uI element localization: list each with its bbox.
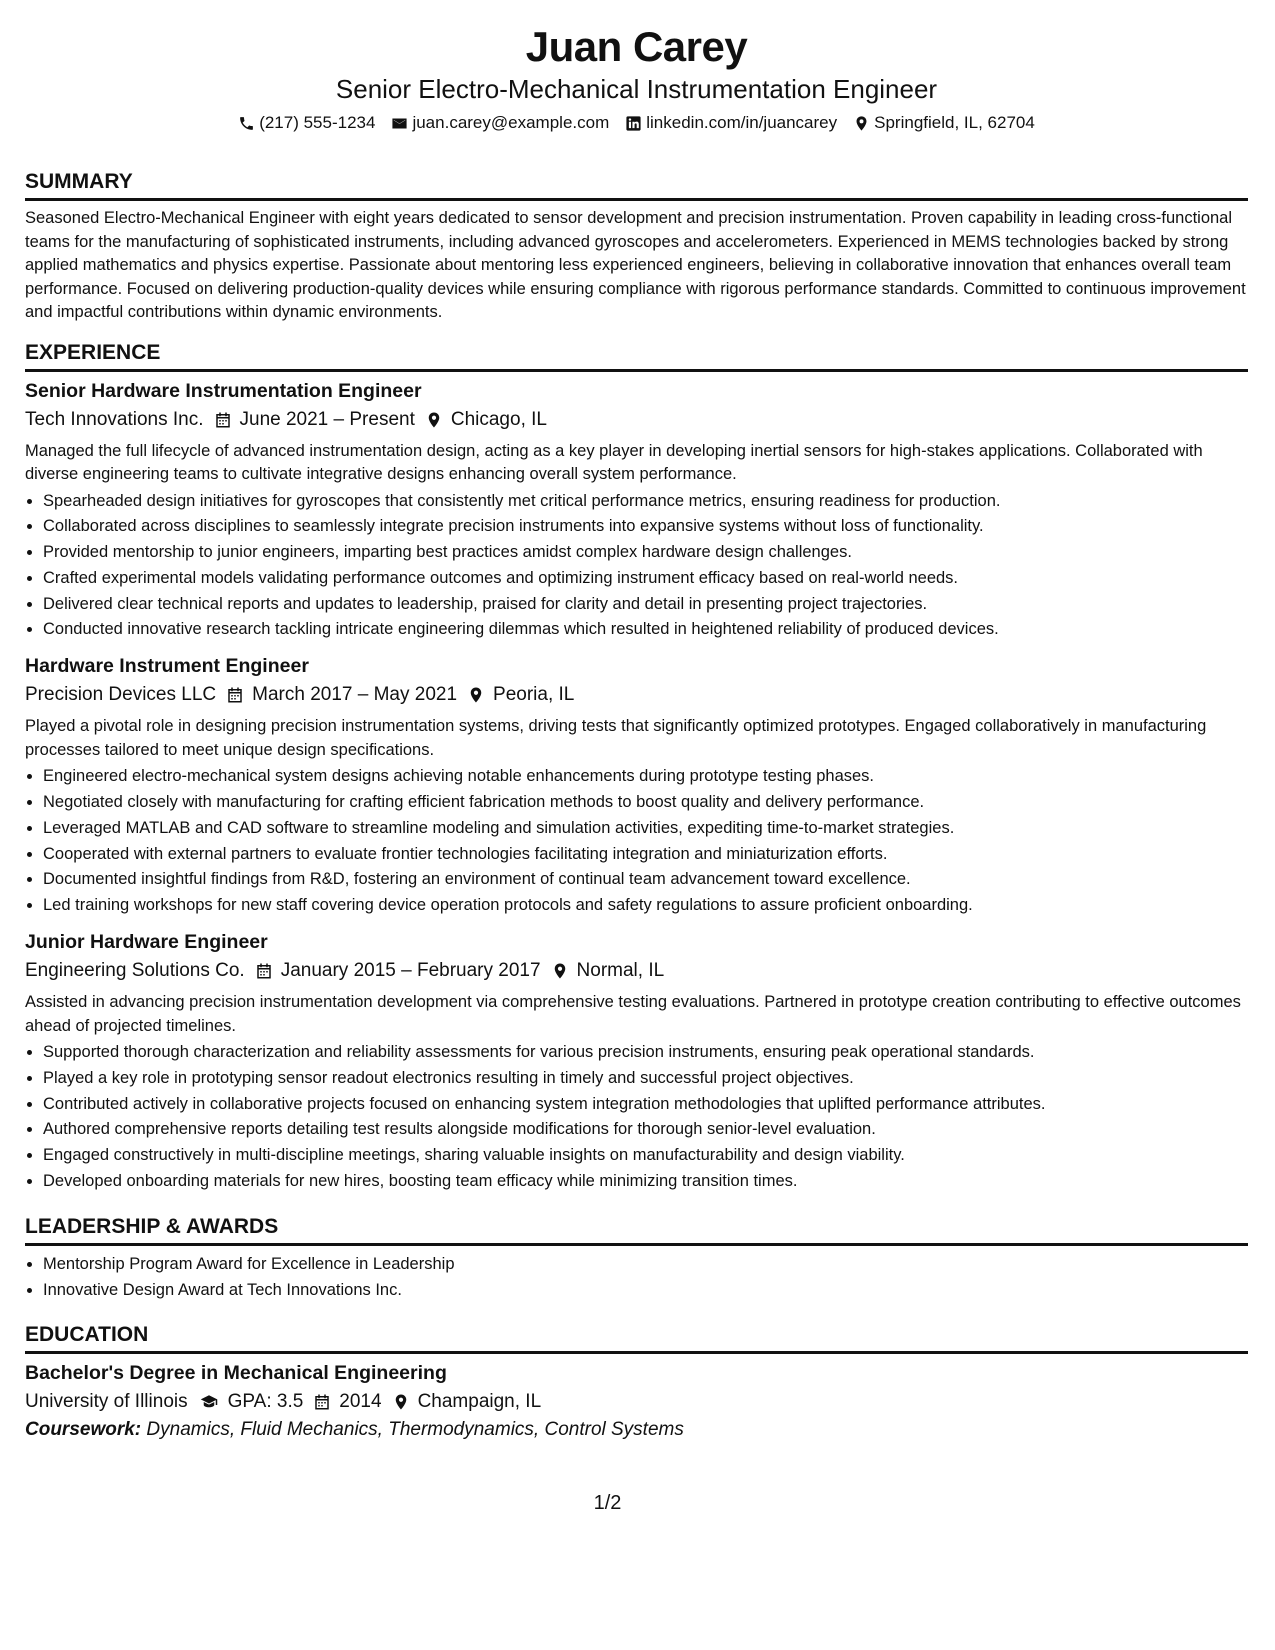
- contact-phone: [238, 110, 375, 136]
- map-pin-icon: [425, 411, 443, 429]
- calendar-icon: [226, 686, 244, 704]
- contact-location: [853, 110, 1035, 136]
- section-title-awards: LEADERSHIP & AWARDS: [25, 1213, 1248, 1246]
- job-dates: [226, 681, 457, 709]
- page-number: 1/2: [593, 1492, 622, 1514]
- map-pin-icon: [551, 962, 569, 980]
- section-title-summary: SUMMARY: [25, 168, 1248, 201]
- list-item: • Played a key role in prototyping sensor readout electronics resulting in timely and successful project objectives.: [43, 1066, 1248, 1092]
- education-location: [392, 1388, 542, 1416]
- education-meta: [25, 1388, 1248, 1416]
- calendar-icon: [214, 411, 232, 429]
- company-name: Precision Devices LLC: [25, 684, 217, 706]
- job-title: Junior Hardware Engineer: [25, 931, 268, 954]
- contact-email[interactable]: [391, 110, 609, 136]
- job-location-text: Chicago, IL: [450, 408, 547, 430]
- map-pin-icon: [467, 686, 485, 704]
- education-location-text: Champaign, IL: [417, 1391, 542, 1413]
- list-item: • Engaged constructively in multi-discipline meetings, sharing valuable insights on manufacturability and design viability.: [43, 1143, 1248, 1169]
- awards-section: [25, 1213, 1248, 1304]
- job-description: Played a pivotal role in designing precision instrumentation systems, driving tests that significantly optimized prototypes. Engaged collaboratively in manufacturing processes tailored to meet unique design specifications.: [25, 717, 1207, 759]
- job-dates: [214, 406, 415, 434]
- job-location-text: Normal, IL: [576, 960, 665, 982]
- job-location: [467, 681, 574, 709]
- job-entry: [25, 378, 1248, 644]
- job-description: Managed the full lifecycle of advanced instrumentation design, acting as a key player in developing inertial sensors for high-stakes applications. Collaborated with diverse engineering teams to cultivate integrative designs enhancing overall system performance.: [25, 441, 1203, 483]
- school-name: University of Illinois: [25, 1391, 188, 1413]
- awards-list: [25, 1252, 1248, 1304]
- job-title: Hardware Instrument Engineer: [25, 655, 309, 678]
- list-item: • Led training workshops for new staff covering device operation protocols and safety regulations to assure proficient onboarding.: [43, 893, 1248, 919]
- list-item: • Supported thorough characterization and reliability assessments for various precision instruments, ensuring peak operational standards.: [43, 1040, 1248, 1066]
- candidate-role: Senior Electro-Mechanical Instrumentation Engineer: [335, 74, 938, 104]
- list-item: • Crafted experimental models validating performance outcomes and optimizing instrument efficacy based on real-world needs.: [43, 566, 1248, 592]
- job-meta: [25, 681, 1248, 709]
- contact-linkedin[interactable]: [625, 110, 837, 136]
- job-description: Assisted in advancing precision instrumentation development via comprehensive testing evaluations. Partnered in prototype creation contributing to effective outcomes ahead of projected timelines.: [25, 993, 1241, 1035]
- list-item: • Developed onboarding materials for new hires, boosting team efficacy while minimizing transition times.: [43, 1169, 1248, 1195]
- job-dates-text: January 2015 – February 2017: [280, 960, 541, 982]
- coursework-label: Coursework:: [25, 1419, 142, 1441]
- gpa-text: GPA: 3.5: [227, 1391, 304, 1413]
- job-title: Senior Hardware Instrumentation Engineer: [25, 379, 422, 402]
- coursework-text: Dynamics, Fluid Mechanics, Thermodynamics, Control Systems: [146, 1419, 684, 1441]
- section-title-experience: EXPERIENCE: [25, 339, 1248, 372]
- list-item: • Collaborated across disciplines to seamlessly integrate precision instruments into expansive systems without loss of functionality.: [43, 514, 1248, 540]
- job-dates-text: March 2017 – May 2021: [252, 684, 458, 706]
- job-bullets: [25, 489, 1248, 644]
- list-item: • Provided mentorship to junior engineers, imparting best practices amidst complex hardware design challenges.: [43, 540, 1248, 566]
- calendar-icon: [313, 1393, 331, 1411]
- education-year: [313, 1388, 381, 1416]
- job-entry: [25, 929, 1248, 1195]
- list-item: • Contributed actively in collaborative projects focused on enhancing system integration methodologies that uplifted performance attributes.: [43, 1092, 1248, 1118]
- resume-page: [25, 22, 1248, 1444]
- section-title-education: EDUCATION: [25, 1321, 1248, 1354]
- year-text: 2014: [339, 1391, 382, 1413]
- linkedin-text[interactable]: linkedin.com/in/juancarey: [646, 113, 838, 132]
- list-item: • Authored comprehensive reports detailing test results alongside modifications for thorough senior-level evaluation.: [43, 1117, 1248, 1143]
- list-item: • Delivered clear technical reports and updates to leadership, praised for clarity and detail in presenting project trajectories.: [43, 592, 1248, 618]
- list-item: • Documented insightful findings from R&D, fostering an environment of continual team advancement toward excellence.: [43, 867, 1248, 893]
- list-item: • Conducted innovative research tackling intricate engineering dilemmas which resulted in heightened reliability of produced devices.: [43, 617, 1248, 643]
- job-dates: [255, 957, 541, 985]
- experience-section: [25, 339, 1248, 1195]
- envelope-icon: [391, 115, 408, 132]
- list-item: • Cooperated with external partners to evaluate frontier technologies facilitating integration and miniaturization efforts.: [43, 842, 1248, 868]
- candidate-name: Juan Carey: [525, 23, 748, 70]
- education-section: [25, 1321, 1248, 1444]
- phone-text: (217) 555-1234: [259, 113, 376, 132]
- calendar-icon: [255, 962, 273, 980]
- list-item: • Mentorship Program Award for Excellence in Leadership: [43, 1252, 1248, 1278]
- company-name: Tech Innovations Inc.: [25, 408, 204, 430]
- coursework: [25, 1416, 1248, 1444]
- list-item: • Negotiated closely with manufacturing for crafting efficient fabrication methods to boost quality and delivery performance.: [43, 790, 1248, 816]
- email-text[interactable]: juan.carey@example.com: [412, 113, 610, 132]
- phone-icon: [238, 115, 255, 132]
- job-location: [425, 406, 547, 434]
- summary-section: [25, 168, 1248, 325]
- list-item: • Innovative Design Award at Tech Innovations Inc.: [43, 1278, 1248, 1304]
- list-item: • Engineered electro-mechanical system designs achieving notable enhancements during prototype testing phases.: [43, 764, 1248, 790]
- job-meta: [25, 406, 1248, 434]
- graduation-cap-icon: [198, 1393, 220, 1411]
- map-pin-icon: [392, 1393, 410, 1411]
- list-item: • Spearheaded design initiatives for gyroscopes that consistently met critical performance metrics, ensuring readiness for production.: [43, 489, 1248, 515]
- job-bullets: [25, 764, 1248, 919]
- job-meta: [25, 957, 1248, 985]
- location-text: Springfield, IL, 62704: [874, 113, 1035, 132]
- job-bullets: [25, 1040, 1248, 1195]
- degree-title: Bachelor's Degree in Mechanical Engineering: [25, 1362, 447, 1385]
- job-dates-text: June 2021 – Present: [239, 408, 415, 430]
- contact-row: [25, 110, 1248, 136]
- education-gpa: [198, 1388, 304, 1416]
- job-location: [551, 957, 665, 985]
- list-item: • Leveraged MATLAB and CAD software to streamline modeling and simulation activities, expediting time-to-market strategies.: [43, 816, 1248, 842]
- resume-header: [25, 22, 1248, 136]
- linkedin-icon: [625, 115, 642, 132]
- map-pin-icon: [853, 115, 870, 132]
- job-entry: [25, 653, 1248, 919]
- summary-text: Seasoned Electro-Mechanical Engineer with eight years dedicated to sensor development and precision instrumentation. Proven capability in leading cross-functional teams for the manufacturing of sophisticated instruments, including advanced gyroscopes and accelerometers. Experienced in MEMS technologies backed by strong applied mathematics and physics expertise. Passionate about mentoring less experienced engineers, believing in collaborative innovation that enhances overall team performance. Focused on delivering production-quality devices while ensuring compliance with rigorous performance standards. Committed to continuous improvement and impactful contributions within dynamic environments.: [25, 209, 1246, 321]
- company-name: Engineering Solutions Co.: [25, 960, 245, 982]
- job-location-text: Peoria, IL: [493, 684, 575, 706]
